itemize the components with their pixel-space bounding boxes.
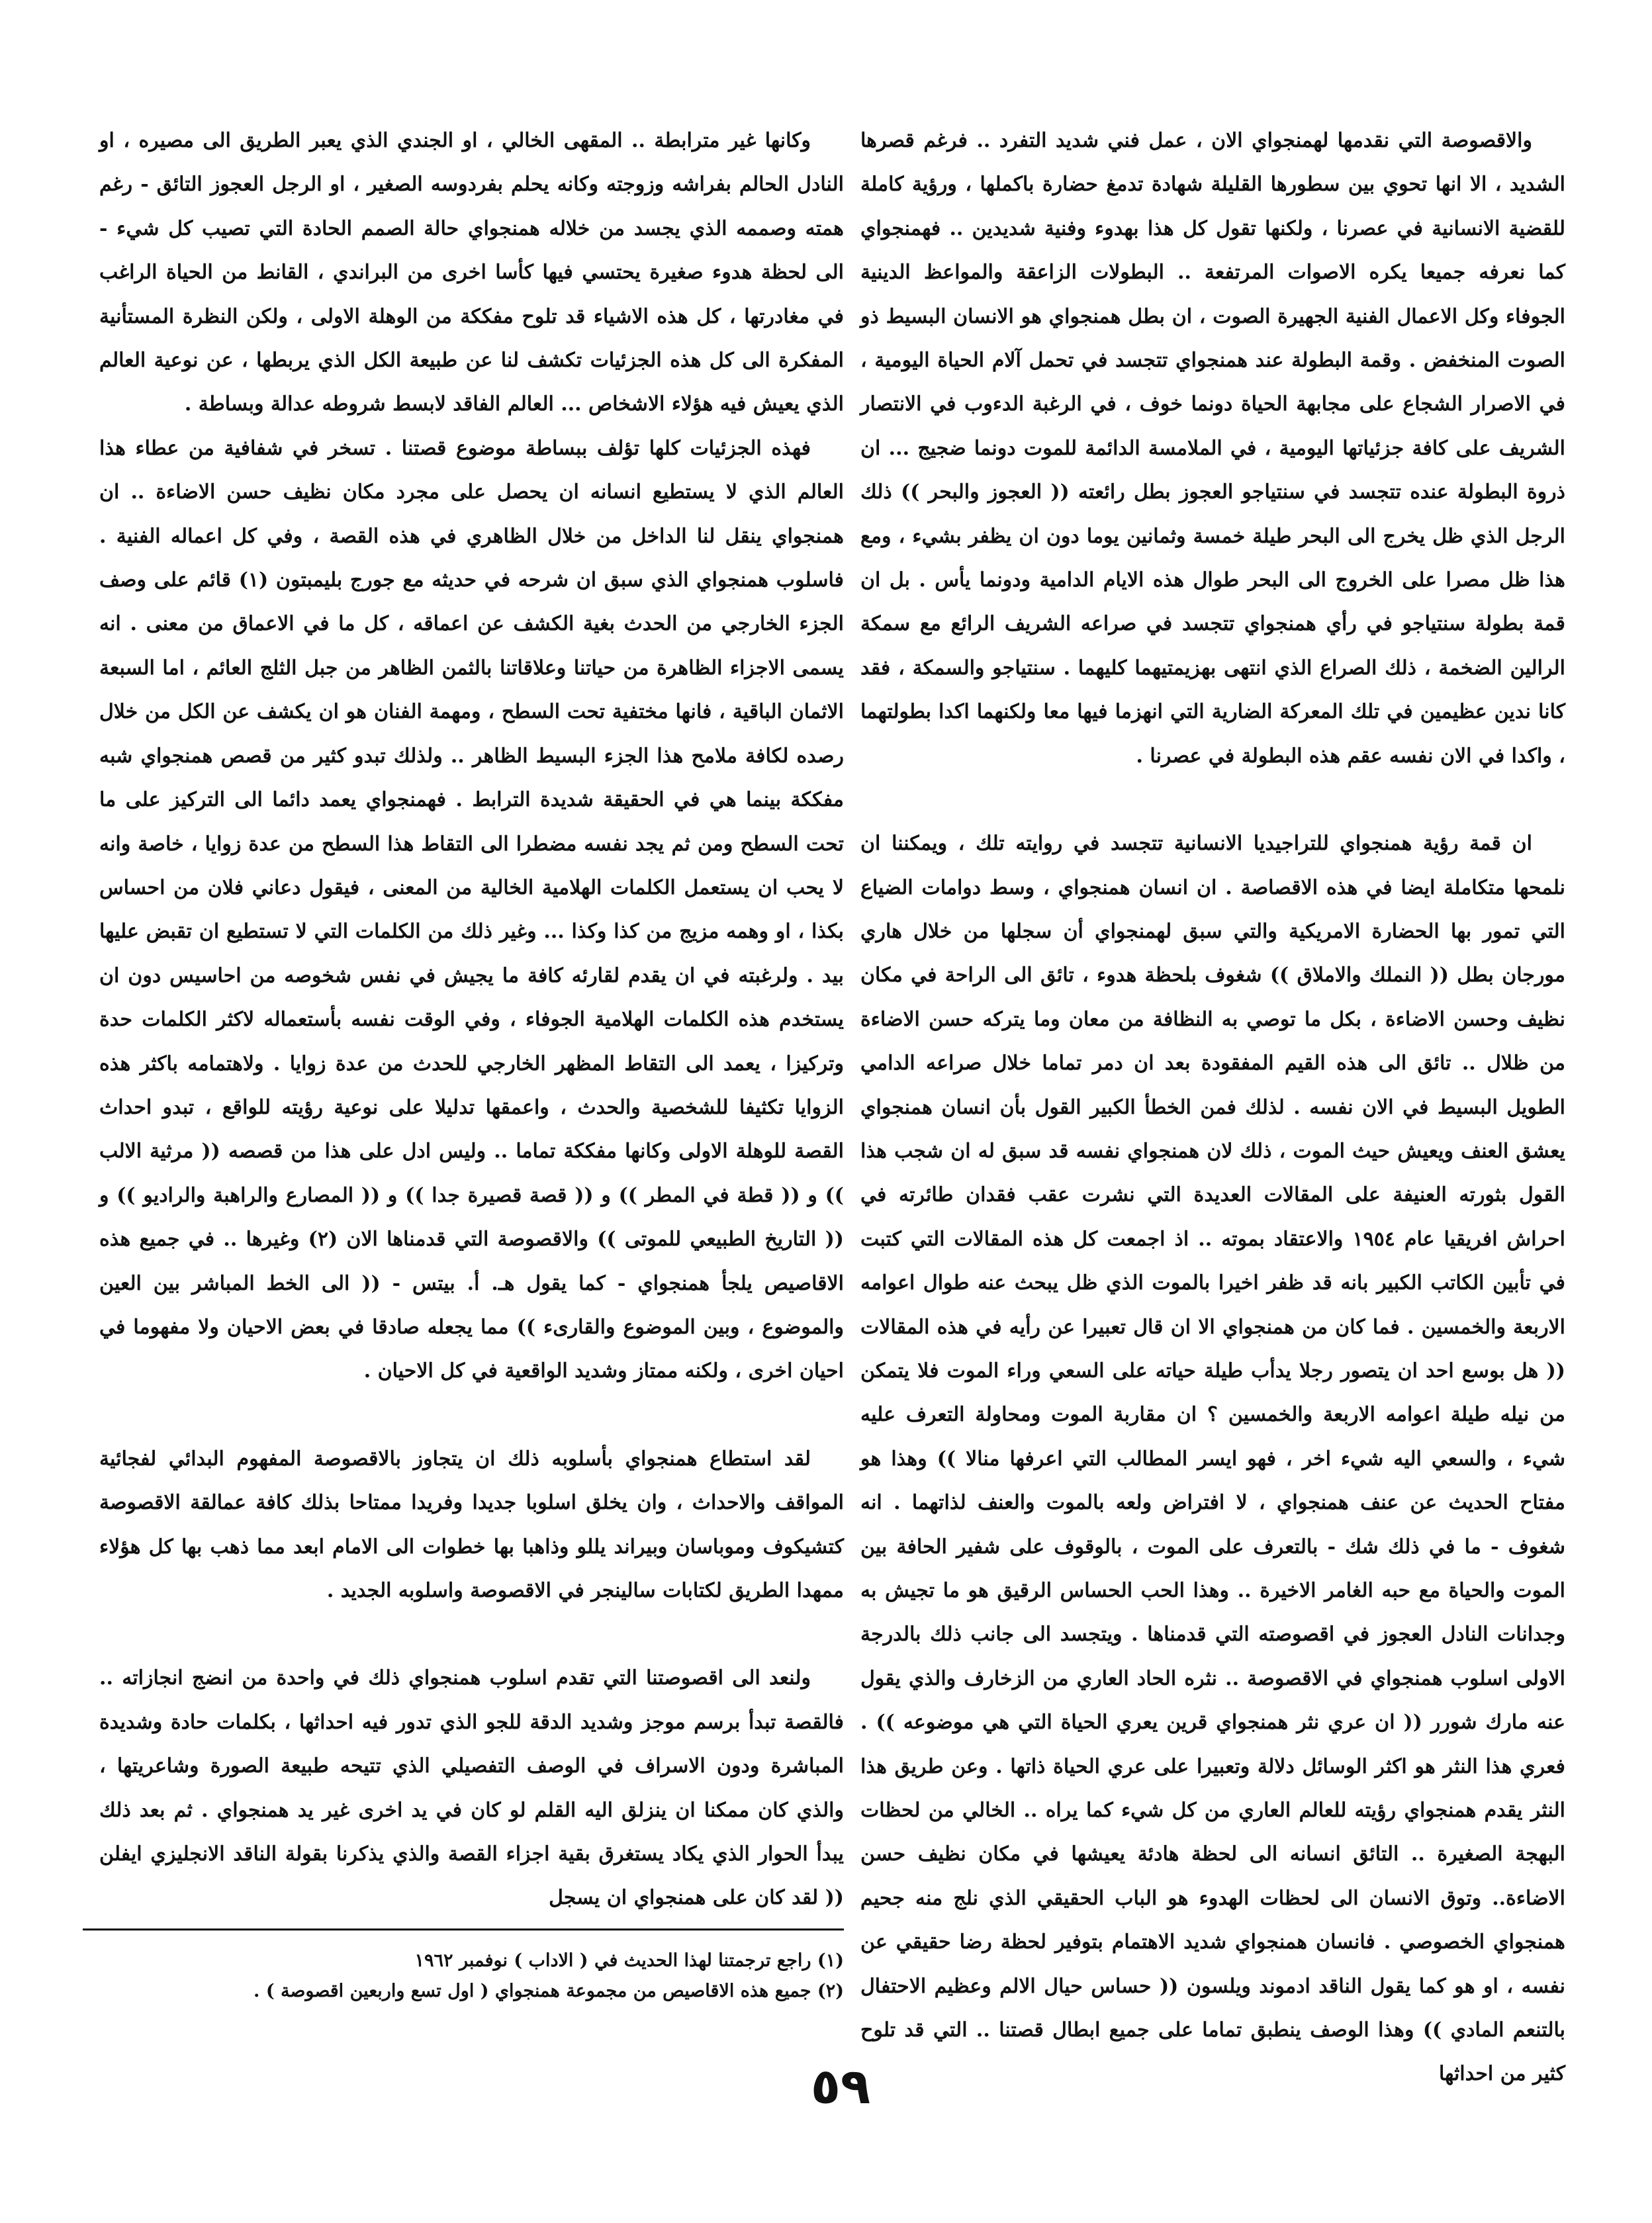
- footnote: (٢) جميع هذه الاقاصيص من مجموعة همنجواي ( اول تسع واربعين اقصوصة ) .: [253, 1981, 844, 2001]
- footnotes: [99, 1946, 844, 2007]
- footnote-divider: [83, 1928, 844, 1930]
- paragraph: والاقصوصة التي نقدمها لهمنجواي الان ، عمل فني شديد التفرد .. فرغم قصرها الشديد ، الا انها تحوي بين سطورها القليلة شهادة تدمغ حضارة باكملها ، ورؤية كاملة للقضية الانسانية في عصرنا ، ولكنها تقول كل هذا بهدوء وفنية شديدين .. فهمنجواي كما نعرفه جميعا يكره الاصوات المرتفعة .. البطولات الزاعقة والمواعظ الدينية الجوفاء وكل الاعمال الفنية الجهيرة الصوت ، ان بطل همنجواي هو الانسان البسيط ذو الصوت المنخفض . وقمة البطولة عند همنجواي تتجسد في تحمل آلام الحياة اليومية ، في الاصرار الشجاع على مجابهة الحياة دونما خوف ، في الرغبة الدءوب في الانتصار الشريف على كافة جزئياتها اليومية ، في الملامسة الدائمة للموت دونما ضجيج ... ان ذروة البطولة عنده تتجسد في سنتياجو العجوز بطل رائعته (( العجوز والبحر )) ذلك الرجل الذي ظل يخرج الى البحر طيلة خمسة وثمانين يوما دون ان يظفر بشيء ، ومع هذا ظل مصرا على الخروج الى البحر طوال هذه الايام الدامية ودونما يأس . بل ان قمة بطولة سنتياجو في رأي همنجواي تتجسد في صراعه الشريف الرائع مع سمكة الرالين الضخمة ، ذلك الصراع الذي انتهى بهزيمتيهما كليهما . سنتياجو والسمكة ، فقد كانا ندين عظيمين في تلك المعركة الضارية التي انهزما فيها معا ولكنهما اكدا بطولتهما ، واكدا في الان نفسه عقم هذه البطولة في عصرنا .: [860, 129, 1565, 768]
- paragraph-gap: [99, 1613, 844, 1656]
- paragraph: فهذه الجزئيات كلها تؤلف ببساطة موضوع قصتنا . تسخر في شفافية من عطاء هذا العالم الذي لا يستطيع انسانه ان يحصل على مجرد مكان نظيف حسن الاضاءة .. ان همنجواي ينقل لنا الداخل من خلال الظاهري في هذه القصة ، وفي كل اعماله الفنية . فاسلوب همنجواي الذي سبق ان شرحه في حديثه مع جورج بليمبتون (١) قائم على وصف الجزء الخارجي من الحدث بغية الكشف عن اعماقه ، كل ما في الاعماق من معنى . انه يسمى الاجزاء الظاهرة من حياتنا وعلاقاتنا بالثمن الظاهر من جبل الثلج العائم ، اما السبعة الاثمان الباقية ، فانها مختفية تحت السطح ، ومهمة الفنان هو ان يكشف عن الكل من خلال رصده لكافة ملامح هذا الجزء البسيط الظاهر .. ولذلك تبدو كثير من قصص همنجواي شبه مفككة بينما هي في الحقيقة شديدة الترابط . فهمنجواي يعمد دائما الى التركيز على ما تحت السطح ومن ثم يجد نفسه مضطرا الى التقاط هذا السطح من عدة زوايا ، خاصة وانه لا يحب ان يستعمل الكلمات الهلامية الخالية من المعنى ، فيقول دعاني فلان من احساس بكذا ، او وهمه مزيج من كذا وكذا ... وغير ذلك من الكلمات التي لا تستطيع ان تقبض عليها بيد . ولرغبته في ان يقدم لقارئه كافة ما يجيش في نفس شخوصه من احاسيس دون ان يستخدم هذه الكلمات الهلامية الجوفاء ، وفي الوقت نفسه بأستعماله لاكثر الكلمات حدة وتركيزا ، يعمد الى التقاط المظهر الخارجي للحدث من عدة زوايا . ولاهتمامه باكثر هذه الزوايا تكثيفا للشخصية والحدث ، واعمقها تدليلا على نوعية رؤيته للواقع ، تبدو احداث القصة للوهلة الاولى وكانها مفككة تماما .. وليس ادل على هذا من قصصه (( مرثية الالب )) و (( قطة في المطر )) و (( قصة قصيرة جدا )) و (( المصارع والراهبة والراديو )) و (( التاريخ الطبيعي للموتى )) والاقصوصة التي قدمناها الان (٢) وغيرها .. في جميع هذه الاقاصيص يلجأ همنجواي - كما يقول هـ. أ. بيتس - (( الى الخط المباشر بين العين والموضوع ، وبين الموضوع والقارىء )) مما يجعله صادقا في بعض الاحيان ولا مفهوما في احيان اخرى ، ولكنه ممتاز وشديد الواقعية في كل الاحيان .: [99, 436, 844, 1383]
- right-column: [860, 119, 1565, 2097]
- footnote: (١) راجع ترجمتنا لهذا الحديث في ( الاداب ) نوفمبر ١٩٦٢: [414, 1950, 844, 1971]
- paragraph: وكانها غير مترابطة .. المقهى الخالي ، او الجندي الذي يعبر الطريق الى مصيره ، او النادل الحالم بفراشه وزوجته وكانه يحلم بفردوسه الصغير ، او الرجل العجوز التائق - رغم همته وصممه الذي يجسد من خلاله همنجواي حالة الصمم الحادة التي تصيب كل شيء - الى لحظة هدوء صغيرة يحتسي فيها كأسا اخرى من البراندي ، القانط من الحياة الراغب في مغادرتها ، كل هذه الاشياء قد تلوح مفككة من الوهلة الاولى ، ولكن النظرة المستأنية المفكرة الى كل هذه الجزئيات تكشف لنا عن طبيعة الكل الذي يربطها ، عن نوعية العالم الذي يعيش فيه هؤلاء الاشخاص ... العالم الفاقد لابسط شروطه عدالة وبساطة .: [99, 129, 844, 416]
- paragraph: لقد استطاع همنجواي بأسلوبه ذلك ان يتجاوز بالاقصوصة المفهوم البدائي لفجائية المواقف والاحداث ، وان يخلق اسلوبا جديدا وفريدا ممتاحا بذلك كافة عمالقة الاقصوصة كتشيكوف وموباسان وبيراند يللو وذاهبا بها خطوات الى الامام ابعد مما ذهب بها كل هؤلاء ممهدا الطريق لكتابات سالينجر في الاقصوصة واسلوبه الجديد .: [99, 1447, 844, 1602]
- paragraph: ولنعد الى اقصوصتنا التي تقدم اسلوب همنجواي ذلك في واحدة من انضج انجازاته .. فالقصة تبدأ برسم موجز وشديد الدقة للجو الذي تدور فيه احداثها ، بكلمات حادة وشديدة المباشرة ودون الاسراف في الوصف التفصيلي الذي تتيحه طبيعة الصورة وشاعريتها ، والذي كان ممكنا ان ينزلق اليه القلم لو كان في يد اخرى غير يد همنجواي . ثم بعد ذلك يبدأ الحوار الذي يكاد يستغرق بقية اجزاء القصة والذي يذكرنا بقولة الناقد الانجليزي ايفلن (( لقد كان على همنجواي ان يسجل: [99, 1666, 845, 1910]
- page-number: ٥٩: [810, 2058, 871, 2115]
- paragraph-gap: [99, 1394, 844, 1437]
- paragraph-gap: [860, 778, 1565, 822]
- left-column: [99, 119, 844, 1921]
- paragraph: ان قمة رؤية همنجواي للتراجيديا الانسانية تتجسد في روايته تلك ، ويمكننا ان نلمحها متكاملة ايضا في هذه الاقصاصة . ان انسان همنجواي ، وسط دوامات الضياع التي تمور بها الحضارة الامريكية والتي سبق لهمنجواي أن سجلها من خلال هاري مورجان بطل (( النملك والاملاق )) شغوف بلحظة هدوء ، تائق الى الراحة في مكان نظيف وحسن الاضاءة ، بكل ما توصي به النظافة من معان وما يتركه حسن الاضاءة من ظلال .. تائق الى هذه القيم المفقودة بعد ان دمر تماما خلال صراعه الدامي الطويل البسيط في الان نفسه . لذلك فمن الخطأ الكبير القول بأن انسان همنجواي يعشق العنف ويعيش حيث الموت ، ذلك لان همنجواي نفسه قد سبق له ان شجب هذا القول بثورته العنيفة على المقالات العديدة التي نشرت عقب فقدان طائرته في احراش افريقيا عام ١٩٥٤ والاعتقاد بموته .. اذ اجمعت كل هذه المقالات التي كتبت في تأبين الكاتب الكبير بانه قد ظفر اخيرا بالموت الذي ظل يبحث عنه طوال اعوامه الاربعة والخمسين . فما كان من همنجواي الا ان قال تعبيرا عن رأيه في هذه المقالات (( هل بوسع احد ان يتصور رجلا يدأب طيلة حياته على السعي وراء الموت فلا يتمكن من نيله طيلة اعوامه الاربعة والخمسين ؟ ان مقاربة الموت ومحاولة التعرف عليه شيء ، والسعي اليه شيء اخر ، فهو ايسر المطالب التي اعرفها منالا )) وهذا هو مفتاح الحديث عن عنف همنجواي ، لا افتراض ولعه بالموت والعنف لذاتهما . انه شغوف - ما في ذلك شك - بالتعرف على الموت ، بالوقوف على شفير الحافة بين الموت والحياة مع حبه الغامر الاخيرة .. وهذا الحب الحساس الرقيق هو ما تجيش به وجدانات النادل العجوز في اقصوصته التي قدمناها . ويتجسد الى جانب ذلك بالدرجة الاولى اسلوب همنجواي في الاقصوصة .. نثره الحاد العاري من الزخارف والذي يقول عنه مارك شورر (( ان عري نثر همنجواي قرين يعري الحياة التي هي موضوعه )) . فعري هذا النثر هو اكثر الوسائل دلالة وتعبيرا على عري الحياة ذاتها . وعن طريق هذا النثر يقدم همنجواي رؤيته للعالم العاري من كل شيء كما يراه .. الخالي من لحظات البهجة الصغيرة .. التائق انسانه الى لحظة هادئة يعيشها في مكان نظيف حسن الاضاءة.. وتوق الانسان الى لحظات الهدوء هو الباب الحقيقي الذي نلج منه جحيم همنجواي الخصوصي . فانسان همنجواي شديد الاهتمام بتوفير لحظة رضا حقيقي عن نفسه ، او هو كما يقول الناقد ادموند ويلسون (( حساس حيال الالم وعظيم الاحتفال بالتنعم المادي )) وهذا الوصف ينطبق تماما على جميع ابطال قصتنا .. التي قد تلوح كثير من احداثها: [860, 832, 1565, 2086]
